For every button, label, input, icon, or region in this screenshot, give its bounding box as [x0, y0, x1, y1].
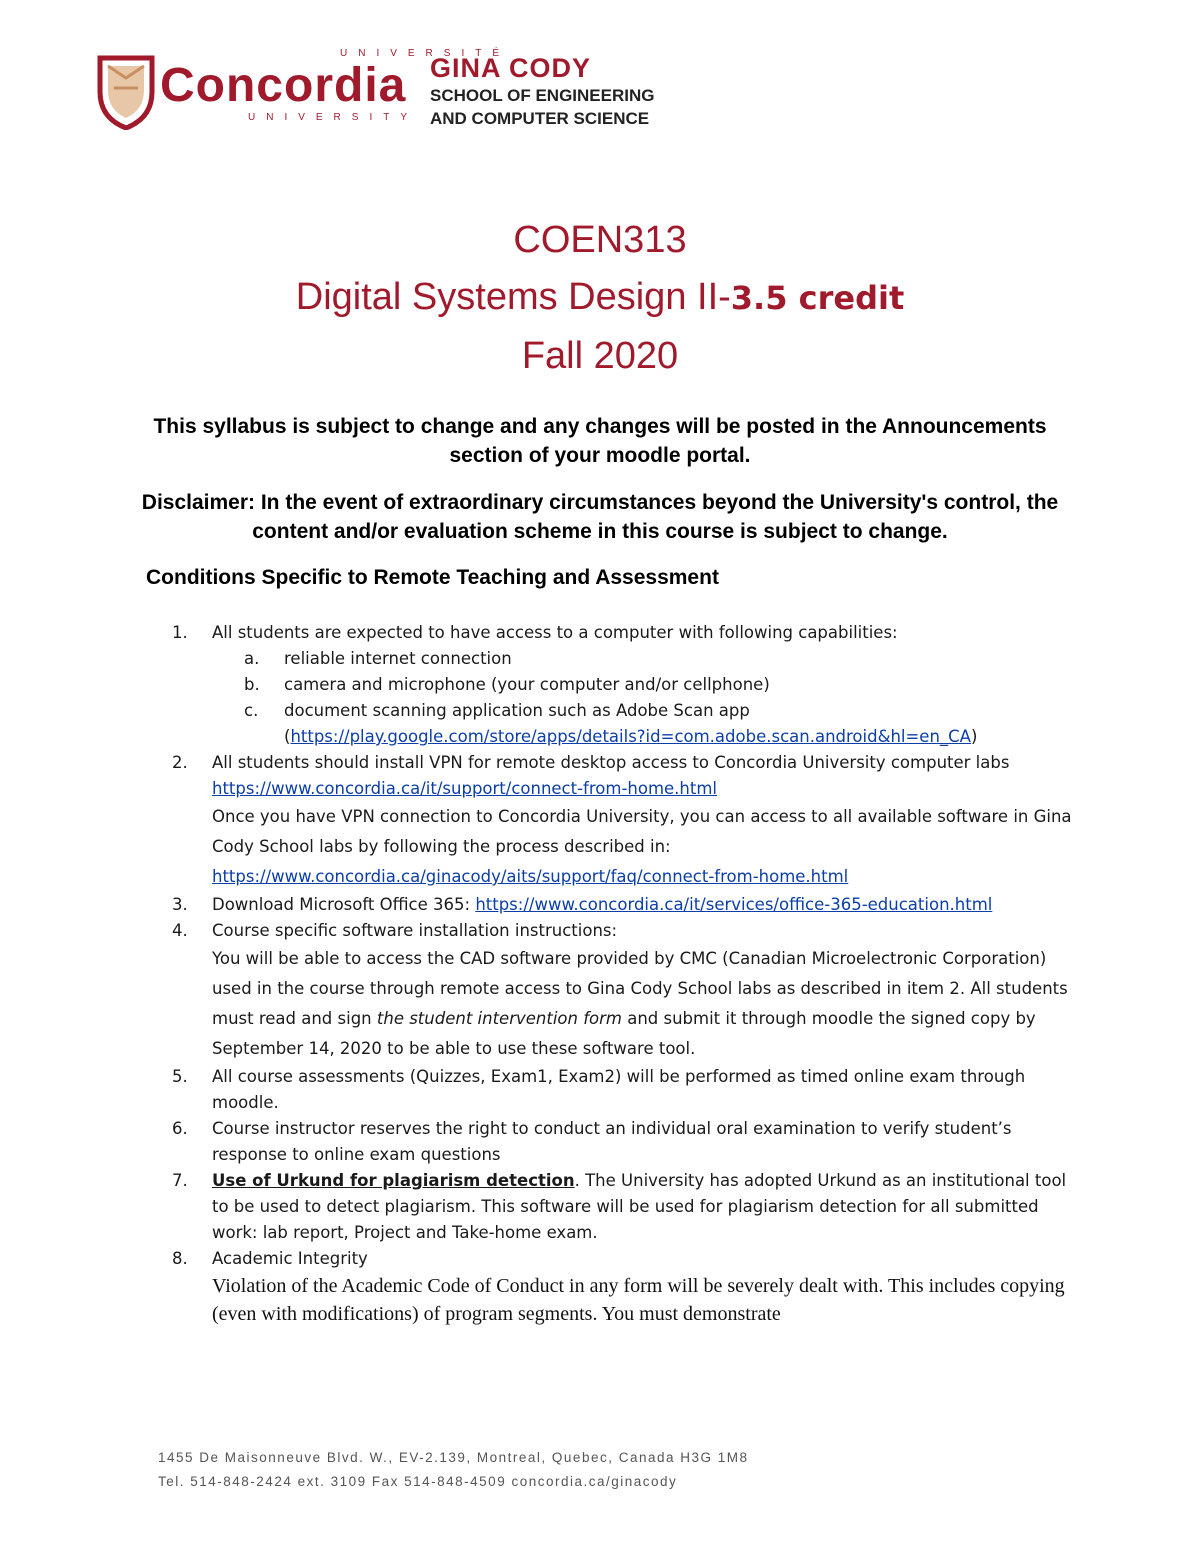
school-line-2: AND COMPUTER SCIENCE: [430, 109, 650, 128]
list-item-1: [172, 620, 1072, 750]
sub-item-c-link: [244, 724, 1072, 750]
course-code: COEN313: [513, 219, 687, 261]
item-text: Download Microsoft Office 365:: [212, 895, 476, 914]
item-text: Course instructor reserves the right to conduct an individual oral examination to verify student’s response to online exam questions: [212, 1119, 1012, 1164]
course-credit: 3.5 credit: [730, 279, 905, 317]
item-text: All students are expected to have access to a computer with following capabilities:: [212, 623, 898, 642]
list-item-4: [172, 918, 1072, 1064]
urkund-heading: Use of Urkund for plagiarism detection: [212, 1171, 575, 1190]
item-number: 5.: [172, 1067, 188, 1086]
item-text: Course specific software installation instructions:: [212, 921, 618, 940]
sub-item-c: [244, 698, 1072, 724]
footer-contact: Tel. 514-848-2424 ext. 3109 Fax 514-848-4509 concordia.ca/ginacody: [158, 1474, 678, 1489]
item-text: Academic Integrity: [212, 1249, 368, 1268]
cad-text-b: and submit it through moodle the signed copy by September 14, 2020 to be able to use these software tool.: [212, 1009, 1036, 1058]
item-text: . The University has adopted Urkund as an institutional tool to be used to detect plagiarism. This software will be used for plagiarism detection for all submitted work: lab report, Project and Take-home exam.: [212, 1171, 1067, 1242]
sub-text: reliable internet connection: [284, 649, 512, 668]
list-item-6: [172, 1116, 1072, 1168]
sub-text: document scanning application such as Adobe Scan app: [284, 701, 750, 720]
adobe-scan-link[interactable]: https://play.google.com/store/apps/details?id=com.adobe.scan.android&hl=en_CA: [290, 727, 971, 746]
school-logo-text: [430, 52, 655, 130]
vpn-link[interactable]: https://www.concordia.ca/it/support/connect-from-home.html: [212, 779, 718, 798]
item-number: 1.: [172, 623, 188, 642]
gina-cody-connect-link[interactable]: https://www.concordia.ca/ginacody/aits/support/faq/connect-from-home.html: [212, 867, 849, 886]
list-item-2: [172, 750, 1072, 892]
school-name: GINA CODY: [430, 53, 592, 83]
page-header: [96, 44, 716, 134]
course-name: Digital Systems Design II-: [295, 276, 731, 318]
list-item-7: [172, 1168, 1072, 1246]
list-item-8: [172, 1246, 1072, 1328]
sub-item-a: [244, 646, 1072, 672]
university-bottom-label: UNIVERSITY: [248, 112, 419, 123]
sub-text: camera and microphone (your computer and/or cellphone): [284, 675, 770, 694]
item-text-2: [212, 944, 1072, 1064]
page-footer: [158, 1446, 749, 1494]
sub-letter: b.: [244, 675, 260, 694]
section-heading: Conditions Specific to Remote Teaching and Assessment: [146, 566, 719, 589]
item-number: 8.: [172, 1249, 188, 1268]
item-text: All course assessments (Quizzes, Exam1, Exam2) will be performed as timed online exam through moodle.: [212, 1067, 1026, 1112]
item-number: 3.: [172, 895, 188, 914]
course-term: Fall 2020: [521, 335, 679, 377]
sub-list: [244, 646, 1072, 750]
school-line-1: SCHOOL OF ENGINEERING: [430, 86, 655, 105]
item-text: All students should install VPN for remote desktop access to Concordia University computer labs: [212, 753, 1010, 772]
course-name-line: [0, 268, 1200, 327]
sub-letter: a.: [244, 649, 260, 668]
course-title-block: [0, 212, 1200, 385]
item-text-2: Once you have VPN connection to Concordia University, you can access to all available software in Gina Cody School labs by following the process described in:: [212, 807, 1072, 856]
intervention-form-text: the student intervention form: [376, 1009, 622, 1028]
academic-integrity-text: Violation of the Academic Code of Conduct in any form will be severely dealt with. This includes copying (even with modifications) of program segments. You must demonstrate: [212, 1275, 1065, 1325]
disclaimer-notice: Disclaimer: In the event of extraordinary circumstances beyond the University's control, the content and/or evaluation scheme in this course is subject to change.: [141, 491, 1059, 543]
item-number: 2.: [172, 753, 188, 772]
footer-address: 1455 De Maisonneuve Blvd. W., EV-2.139, Montreal, Quebec, Canada H3G 1M8: [158, 1450, 749, 1465]
office-365-link[interactable]: https://www.concordia.ca/it/services/office-365-education.html: [475, 895, 993, 914]
item-number: 7.: [172, 1171, 188, 1190]
syllabus-notice: This syllabus is subject to change and any changes will be posted in the Announcements section of your moodle portal.: [153, 415, 1047, 467]
university-top-label: UNIVERSITÉ: [340, 48, 511, 59]
link-open-paren: (: [284, 727, 291, 746]
concordia-crest-logo: [96, 50, 156, 130]
link-close-paren: ): [970, 727, 978, 746]
sub-letter: c.: [244, 701, 259, 720]
list-item-3: [172, 892, 1072, 918]
cad-text-a: You will be able to access the CAD software provided by CMC (Canadian Microelectronic Corporation) used in the course through remote access to Gina Cody School labs as described in item 2. All students must read and sign: [212, 949, 1068, 1028]
item-number: 6.: [172, 1119, 188, 1138]
sub-item-b: [244, 672, 1072, 698]
university-wordmark: Concordia: [160, 59, 407, 112]
list-item-5: [172, 1064, 1072, 1116]
conditions-list: [172, 620, 1072, 1328]
item-number: 4.: [172, 921, 188, 940]
